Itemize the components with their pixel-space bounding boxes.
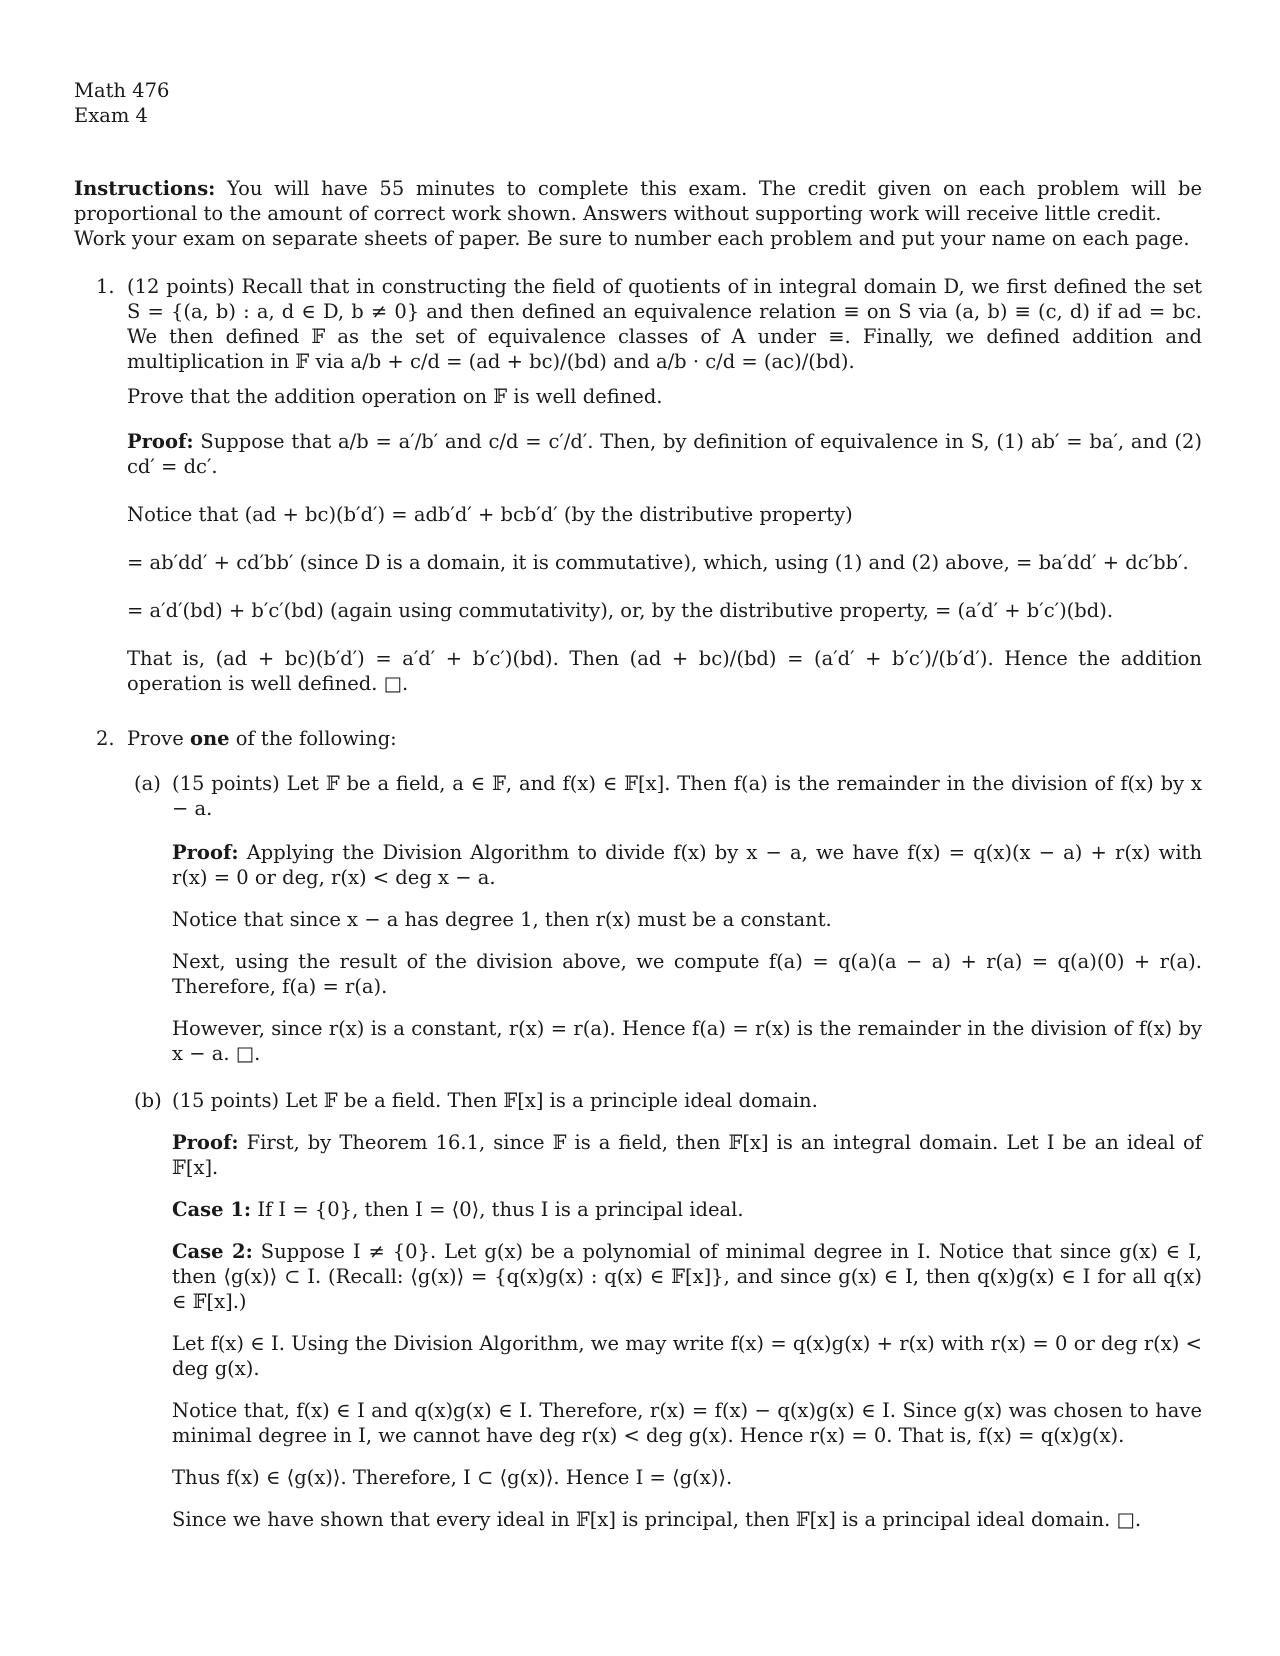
case-paragraph [172,1239,1202,1314]
case-text: If I = {0}, then I = ⟨0⟩, thus I is a principal ideal. [257,1198,744,1221]
part-statement: (15 points) Let 𝔽 be a field. Then 𝔽[x] is a principle ideal domain. [172,1089,818,1112]
part-statement: (15 points) Let 𝔽 be a field, a ∈ 𝔽, and f(x) ∈ 𝔽[x]. Then f(a) is the remainder in the division of f(x) by x − a. [172,772,1202,820]
proof-paragraph: However, since r(x) is a constant, r(x) = r(a). Hence f(a) = r(x) is the remainder in the division of f(x) by x − a. □. [172,1017,1202,1065]
proof-paragraph: Notice that (ad + bc)(b′d′) = adb′d′ + bcb′d′ (by the distributive property) [127,503,853,526]
intro-emphasis: one [189,727,230,750]
proof-paragraph [172,840,1202,890]
problem-intro [127,726,1202,751]
problem-statement: (12 points) Recall that in constructing the field of quotients of in integral domain D, we first defined the set S = {(a, b) : a, d ∈ D, b ≠ 0} and then defined an equivalence relation ≡ on S via (a, b) ≡ (c, d) if ad = bc. We then defined 𝔽 as the set of equivalence classes of A under ≡. Finally, we defined addition and multiplication in 𝔽 via a/b + c/d = (ad + bc)/(bd) and a/b · c/d = (ac)/(bd). [127,275,1202,373]
problem-2 [74,726,1202,1532]
proof-label: Proof: [127,430,194,453]
exam-page [74,78,1202,1532]
proof-paragraph [172,1130,1202,1180]
intro-text: of the following: [235,727,397,750]
instructions-label: Instructions: [74,177,216,200]
instructions-paragraph [74,176,1202,226]
proof-paragraph: Since we have shown that every ideal in 𝔽[x] is principal, then 𝔽[x] is a principal ideal domain. □. [172,1508,1142,1531]
case-text: Suppose I ≠ {0}. Let g(x) be a polynomial of minimal degree in I. Notice that since g(x) ∈ I, then ⟨g(x)⟩ ⊂ I. (Recall: ⟨g(x)⟩ = {q(x)g(x) : q(x) ∈ 𝔽[x]}, and since g(x) ∈ I, then q(x)g(x) ∈ I for all q(x) ∈ 𝔽[x].) [172,1240,1202,1313]
part-b [127,1088,1202,1532]
proof-paragraph: = a′d′(bd) + b′c′(bd) (again using commutativity), or, by the distributive property, = (a′d′ + b′c′)(bd). [127,599,1114,622]
case-label: Case 2: [172,1240,253,1263]
problem-number: 1. [96,275,115,298]
exam-header [74,78,1202,128]
exam-title: Exam 4 [74,104,148,127]
proof-label: Proof: [172,1131,239,1154]
proof-paragraph: Thus f(x) ∈ ⟨g(x)⟩. Therefore, I ⊂ ⟨g(x)⟩. Hence I = ⟨g(x)⟩. [172,1466,733,1489]
instructions-note: Work your exam on separate sheets of paper. Be sure to number each problem and put your name on each page. [74,227,1190,250]
intro-text: Prove [127,727,184,750]
proof-label: Proof: [172,841,239,864]
proof-paragraph: That is, (ad + bc)(b′d′) = a′d′ + b′c′)(bd). Then (ad + bc)/(bd) = (a′d′ + b′c′)/(b′d′). Hence the addition operation is well defined. □. [127,647,1202,695]
case-label: Case 1: [172,1198,252,1221]
proof-text: First, by Theorem 16.1, since 𝔽 is a field, then 𝔽[x] is an integral domain. Let I be an ideal of 𝔽[x]. [172,1131,1202,1179]
case-paragraph [172,1197,1202,1222]
part-label: (a) [134,772,161,795]
proof-paragraph: = ab′dd′ + cd′bb′ (since D is a domain, it is commutative), which, using (1) and (2) above, = ba′dd′ + dc′bb′. [127,551,1189,574]
instructions [74,176,1202,251]
problem-task: Prove that the addition operation on 𝔽 is well defined. [127,385,663,408]
problem-1 [74,274,1202,696]
proof-paragraph: Next, using the result of the division above, we compute f(a) = q(a)(a − a) + r(a) = q(a)(0) + r(a). Therefore, f(a) = r(a). [172,950,1202,998]
proof-text: Applying the Division Algorithm to divide f(x) by x − a, we have f(x) = q(x)(x − a) + r(x) with r(x) = 0 or deg, r(x) < deg x − a. [172,841,1202,889]
proof-paragraph [127,429,1202,479]
part-label: (b) [134,1089,162,1112]
course-title: Math 476 [74,79,170,102]
proof-paragraph: Let f(x) ∈ I. Using the Division Algorithm, we may write f(x) = q(x)g(x) + r(x) with r(x) = 0 or deg r(x) < deg g(x). [172,1332,1202,1380]
instructions-text: You will have 55 minutes to complete this exam. The credit given on each problem will be proportional to the amount of correct work shown. Answers without supporting work will receive little credit. [74,177,1202,225]
part-a [127,771,1202,1066]
proof-paragraph: Notice that since x − a has degree 1, then r(x) must be a constant. [172,908,832,931]
proof-text: Suppose that a/b = a′/b′ and c/d = c′/d′. Then, by definition of equivalence in S, (1) ab′ = ba′, and (2) cd′ = dc′. [127,430,1203,478]
proof-paragraph: Notice that, f(x) ∈ I and q(x)g(x) ∈ I. Therefore, r(x) = f(x) − q(x)g(x) ∈ I. Since g(x) was chosen to have minimal degree in I, we cannot have deg r(x) < deg g(x). Hence r(x) = 0. That is, f(x) = q(x)g(x). [172,1399,1202,1447]
problem-number: 2. [96,727,115,750]
